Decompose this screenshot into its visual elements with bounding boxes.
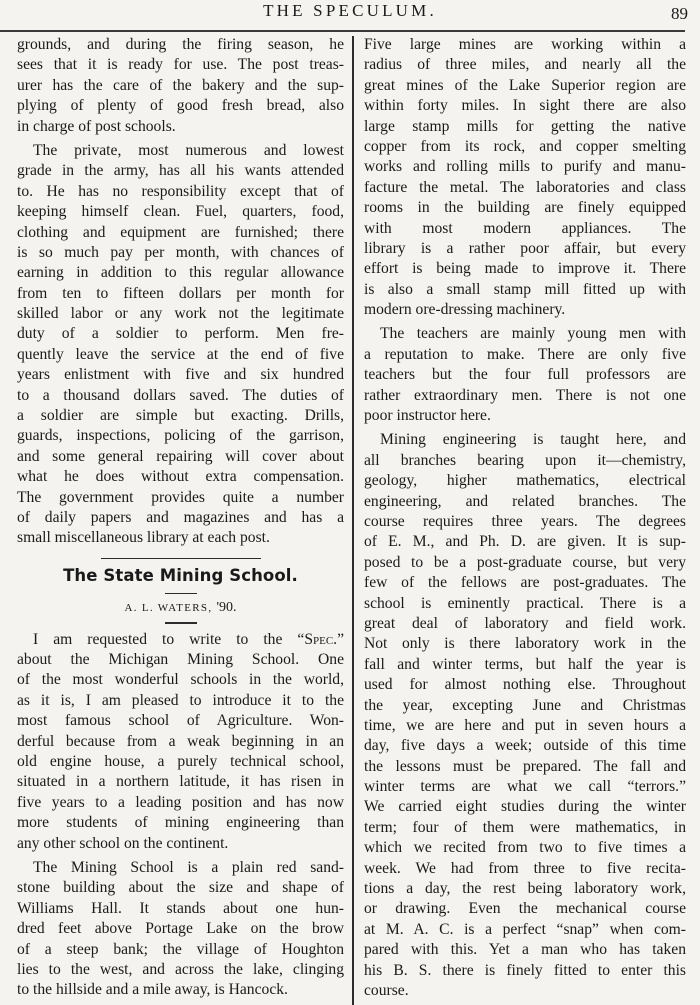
- text-line: most famous school of Agriculture. Won-: [17, 712, 344, 730]
- text-line: grounds, and during the firing season, he: [17, 36, 344, 53]
- text-line: poor instructor here.: [364, 407, 491, 425]
- text-line: and some general repairing will cover about: [17, 447, 344, 465]
- paragraph: [364, 35, 686, 320]
- text-line: We carried eight studies during the winter: [364, 798, 686, 816]
- text-line: is so much pay per month, with chances of: [17, 243, 344, 261]
- paragraph: [364, 430, 686, 1001]
- text-line: about the Michigan Mining School. One: [17, 651, 344, 669]
- text-line: large stamp mills for getting the native: [364, 117, 686, 135]
- text-line: rather extraordinary men. There is not one: [364, 386, 686, 404]
- text-line: derful because from a weak beginning in an: [17, 732, 344, 750]
- text-line: course.: [364, 981, 409, 999]
- continued-article-text: [17, 35, 344, 549]
- text-line: old engine house, a purely technical school,: [17, 752, 344, 770]
- text-line: his B. S. there is finely fitted to enter this: [364, 961, 686, 979]
- text-line: more students of mining engineering than: [17, 814, 344, 832]
- text-line: engineering, and related branches. The: [364, 492, 686, 510]
- text-line: pared with this. Yet a man who has taken: [364, 941, 686, 959]
- title-rule: [165, 593, 197, 594]
- text-line: years enlistment with five and six hundred: [17, 366, 344, 384]
- text-line: the lessons must be prepared. The fall and: [364, 757, 686, 775]
- text-line: of E. M., and Ph. D. are given. It is sup-: [364, 533, 686, 551]
- text-line: term; four of them were mathematics, in: [364, 818, 686, 836]
- right-column: [364, 35, 686, 1001]
- text-line: Williams Hall. It stands about one hun-: [17, 899, 344, 917]
- text-line: a reputation to make. There are only five: [364, 345, 686, 363]
- text-line: modern ore-dressing machinery.: [364, 301, 566, 319]
- left-column: [17, 35, 344, 1001]
- text-line: facture the metal. The laboratories and class: [364, 178, 686, 196]
- text-line: what he does without extra compensation.: [17, 468, 344, 486]
- text-line: small miscellaneous library at each post.: [17, 529, 270, 547]
- paragraph: [17, 35, 344, 137]
- text-line: tions a day, the rest being laboratory work,: [364, 880, 686, 898]
- text-line: radius of three miles, and nearly all the: [364, 56, 686, 74]
- paragraph: [364, 324, 686, 426]
- text-line: duty of a soldier to perform. Men fre-: [17, 325, 344, 343]
- text-line: great deal of laboratory and field work.: [364, 614, 686, 632]
- text-line: lies to the west, and across the lake, clinging: [17, 960, 344, 978]
- page-number: 89: [671, 4, 688, 23]
- paragraph: [17, 141, 344, 549]
- text-line: school is eminently practical. There is a: [364, 594, 686, 612]
- text-line: skilled labor or any work not the legitimate: [17, 305, 344, 323]
- text-line: grade in the army, has all his wants attended: [17, 162, 344, 180]
- text-line: library is a rather poor affair, but every: [364, 239, 686, 257]
- text-line: within forty miles. In sight there are also: [364, 97, 686, 115]
- text-line: as it is, I am pleased to introduce it to the: [17, 691, 344, 709]
- byline-rule: [165, 622, 197, 623]
- text-line: copper from its rock, and copper smelting: [364, 137, 686, 155]
- text-line: to a thousand dollars saved. The duties of: [17, 386, 344, 404]
- article-body-continued: [364, 35, 686, 1001]
- text-line: effort is being made to improve it. There: [364, 260, 686, 278]
- text-line: The private, most numerous and lowest: [33, 141, 344, 159]
- text-line: week. We had from three to five recita-: [364, 859, 686, 877]
- paragraph: [17, 858, 344, 1001]
- text-line: five years to a leading position and has now: [17, 793, 344, 811]
- text-line: I am requested to write to the “Spec.”: [33, 630, 344, 648]
- text-line: keeping himself clean. Fuel, quarters, food,: [17, 203, 344, 221]
- text-line: situated in a northern latitude, it has risen in: [17, 773, 344, 791]
- text-line: or drawing. Even the mechanical course: [364, 900, 686, 918]
- text-line: which we recited from two to five times a: [364, 839, 686, 857]
- text-line: The government provides quite a number: [17, 488, 344, 506]
- paragraph: [17, 630, 344, 854]
- text-line: teachers but the four full professors are: [364, 366, 686, 384]
- text-line: a soldier are simple but exacting. Drills,: [17, 407, 344, 425]
- text-line: used for almost nothing else. Throughout: [364, 676, 686, 694]
- article-body: [17, 630, 344, 1001]
- text-line: of the most wonderful schools in the world,: [17, 671, 344, 689]
- text-line: from ten to fifteen dollars per month for: [17, 284, 344, 302]
- text-line: guards, inspections, policing of the garrison,: [17, 427, 344, 445]
- text-line: earning in addition to this regular allowance: [17, 264, 344, 282]
- text-line: Mining engineering is taught here, and: [380, 431, 686, 449]
- text-line: to the hillside and a mile away, is Hancock.: [17, 981, 288, 999]
- text-line: clothing and equipment are furnished; there: [17, 223, 344, 241]
- text-line: course requires three years. The degrees: [364, 512, 686, 530]
- text-line: stone building about the size and shape of: [17, 879, 344, 897]
- text-line: day, five days a week; outside of this time: [364, 737, 686, 755]
- running-head: [0, 0, 700, 28]
- text-line: rooms in the building are finely equipped: [364, 199, 686, 217]
- text-line: to. He has no responsibility except that of: [17, 182, 344, 200]
- article-title: The State Mining School.: [63, 566, 298, 586]
- text-line: Five large mines are working within a: [364, 36, 686, 53]
- text-line: works and rolling mills to purify and manu-: [364, 158, 686, 176]
- text-line: in charge of post schools.: [17, 117, 176, 135]
- byline-year: '90.: [216, 600, 237, 616]
- text-line: fall and winter terms, but half the year is: [364, 655, 686, 673]
- text-line: all branches bearing upon it—chemistry,: [364, 451, 686, 469]
- text-line: The teachers are mainly young men with: [380, 325, 686, 343]
- text-line: geology, higher mathematics, electrical: [364, 472, 686, 490]
- text-line: posed to be a post-graduate course, but very: [364, 553, 686, 571]
- text-line: with most modern appliances. The: [364, 219, 686, 237]
- text-line: of daily papers and magazines and has a: [17, 508, 344, 526]
- text-line: dred feet above Portage Lake on the brow: [17, 920, 344, 938]
- article-byline: [17, 600, 344, 616]
- text-line: The Mining School is a plain red sand-: [33, 858, 344, 876]
- text-line: winter terms are what we call “terrors.”: [364, 778, 686, 796]
- text-line: plying of plenty of good fresh bread, also: [17, 97, 344, 115]
- column-divider: [352, 36, 354, 1005]
- byline-author: A. L. WATERS,: [124, 602, 217, 615]
- text-line: great mines of the Lake Superior region are: [364, 76, 686, 94]
- text-line: time, we are here and put in seven hours a: [364, 716, 686, 734]
- text-line: the year, excepting June and Christmas: [364, 696, 686, 714]
- text-line: urer has the care of the bakery and the sup-: [17, 76, 344, 94]
- journal-title: THE SPECULUM.: [263, 1, 437, 20]
- text-line: at M. A. C. is a perfect “snap” when com-: [364, 920, 686, 938]
- text-line: few of the fellows are post-graduates. The: [364, 574, 686, 592]
- text-line: of a steep bank; the village of Houghton: [17, 940, 344, 958]
- header-rule: [0, 30, 685, 32]
- text-line: Not only is there laboratory work in the: [364, 635, 686, 653]
- text-line: sees that it is ready for use. The post treas-: [17, 56, 344, 74]
- section-divider-rule: [101, 558, 261, 560]
- text-line: is also a small stamp mill fitted up with: [364, 280, 686, 298]
- text-line: quently leave the service at the end of five: [17, 345, 344, 363]
- text-line: any other school on the continent.: [17, 834, 229, 852]
